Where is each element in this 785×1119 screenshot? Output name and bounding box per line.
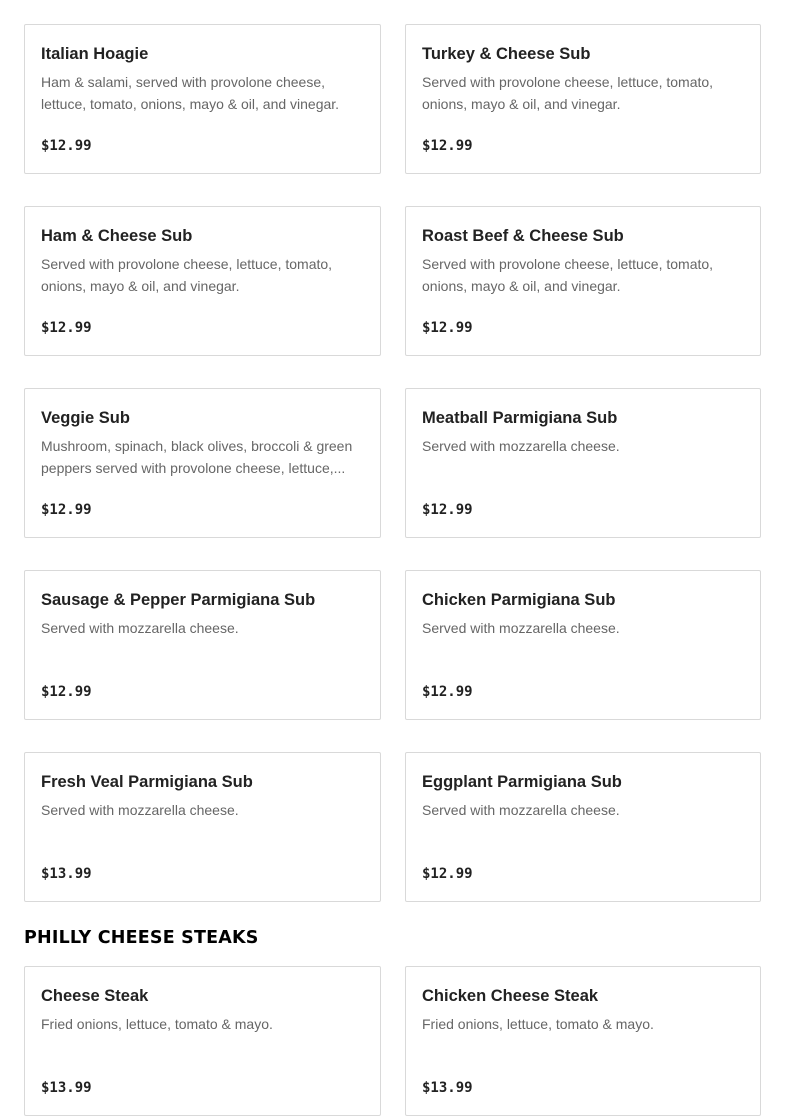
menu-item-title: Fresh Veal Parmigiana Sub	[41, 773, 253, 791]
section-title-philly-cheese-steaks: PHILLY CHEESE STEAKS	[24, 928, 259, 948]
menu-item-card[interactable]	[405, 752, 761, 902]
menu-item-card[interactable]	[405, 24, 761, 174]
menu-item-title: Meatball Parmigiana Sub	[422, 409, 618, 427]
menu-item-description: Served with mozzarella cheese.	[422, 802, 620, 818]
menu-item-description: Served with mozzarella cheese.	[422, 620, 620, 636]
menu-item-price: $12.99	[41, 138, 92, 154]
menu-item-price: $12.99	[422, 866, 473, 882]
menu-item-description: Served with mozzarella cheese.	[41, 620, 239, 636]
menu-item-title: Cheese Steak	[41, 987, 149, 1005]
menu-item-description: Served with provolone cheese, lettuce, tomato, onions, mayo & oil, and vinegar.	[422, 256, 714, 294]
menu-item-card[interactable]	[24, 966, 381, 1116]
menu-item-title: Chicken Cheese Steak	[422, 987, 599, 1005]
menu-item-card[interactable]	[24, 206, 381, 356]
menu-item-description: Fried onions, lettuce, tomato & mayo.	[41, 1016, 273, 1032]
menu-item-price: $13.99	[41, 866, 92, 882]
menu-item-price: $12.99	[422, 684, 473, 700]
menu-item-title: Chicken Parmigiana Sub	[422, 591, 616, 609]
menu-item-price: $13.99	[41, 1080, 92, 1096]
menu-item-description: Mushroom, spinach, black olives, broccoli & green peppers served with provolone cheese, lettuce,...	[41, 438, 353, 476]
menu-item-price: $12.99	[422, 138, 473, 154]
menu-item-card[interactable]	[405, 206, 761, 356]
menu-item-card[interactable]	[24, 752, 381, 902]
menu-item-price: $12.99	[422, 502, 473, 518]
menu-item-description: Fried onions, lettuce, tomato & mayo.	[422, 1016, 654, 1032]
menu-item-title: Veggie Sub	[41, 409, 130, 427]
menu-item-description: Served with provolone cheese, lettuce, tomato, onions, mayo & oil, and vinegar.	[422, 74, 714, 112]
menu-item-price: $12.99	[41, 502, 92, 518]
menu-item-price: $12.99	[422, 320, 473, 336]
menu-item-price: $12.99	[41, 684, 92, 700]
menu-item-card[interactable]	[405, 966, 761, 1116]
philly-cheese-steaks-grid	[24, 966, 761, 1116]
menu-item-card[interactable]	[24, 24, 381, 174]
menu-item-title: Roast Beef & Cheese Sub	[422, 227, 624, 245]
subs-grid	[24, 24, 761, 902]
menu-item-card[interactable]	[24, 388, 381, 538]
menu-item-price: $13.99	[422, 1080, 473, 1096]
menu-item-description: Ham & salami, served with provolone cheese, lettuce, tomato, onions, mayo & oil, and vinegar.	[41, 74, 340, 112]
menu-item-title: Ham & Cheese Sub	[41, 227, 193, 245]
menu-item-card[interactable]	[24, 570, 381, 720]
menu-item-title: Eggplant Parmigiana Sub	[422, 773, 622, 791]
menu-item-title: Italian Hoagie	[41, 45, 149, 63]
menu-item-description: Served with mozzarella cheese.	[422, 438, 620, 454]
menu-item-card[interactable]	[405, 388, 761, 538]
menu-item-price: $12.99	[41, 320, 92, 336]
menu-item-card[interactable]	[405, 570, 761, 720]
menu-item-description: Served with provolone cheese, lettuce, tomato, onions, mayo & oil, and vinegar.	[41, 256, 333, 294]
menu-item-description: Served with mozzarella cheese.	[41, 802, 239, 818]
menu-item-title: Turkey & Cheese Sub	[422, 45, 591, 63]
menu-item-title: Sausage & Pepper Parmigiana Sub	[41, 591, 316, 609]
